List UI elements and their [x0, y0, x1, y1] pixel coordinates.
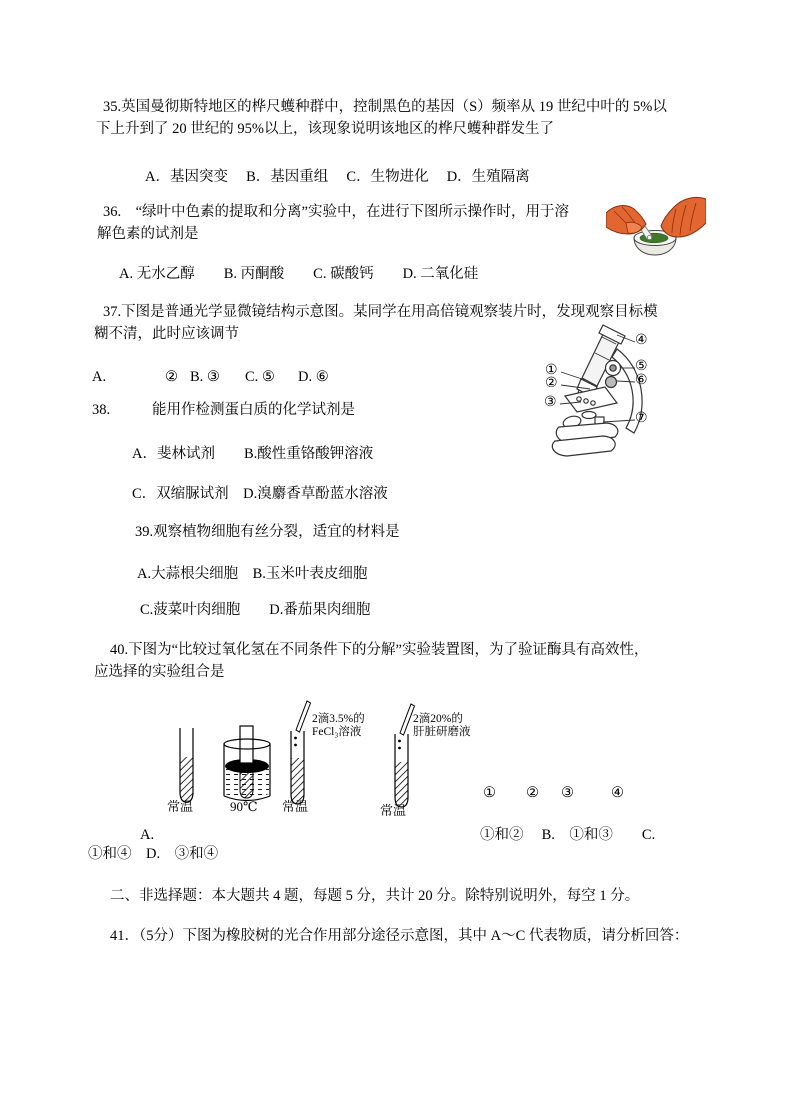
- microscope-stage: [565, 387, 617, 412]
- tube3-temp-label: 常温: [282, 799, 309, 814]
- question-35-line1: 35.英国曼彻斯特地区的桦尺蠖种群中，控制黑色的基因（S）频率从 19 世纪中叶的 5%以: [103, 99, 667, 115]
- question-37-option-a-value: ②: [165, 369, 178, 385]
- tube3-note-line1: 2滴3.5%的: [312, 713, 365, 725]
- question-40-line2: 应选择的实验组合是: [94, 664, 225, 680]
- test-tube-4-liver: [395, 704, 415, 807]
- question-38-options-ab: A．斐林试剂 B.酸性重铬酸钾溶液: [132, 446, 374, 462]
- question-39-options-ab: A.大蒜根尖细胞 B.玉米叶表皮细胞: [137, 566, 368, 582]
- question-40: [94, 639, 649, 683]
- microscope-body: [552, 325, 642, 456]
- microscope-fine-knob: [606, 377, 617, 388]
- experiment-tubes-illustration: [145, 692, 485, 822]
- question-40-options-line1: ①和② B. ①和③ C.: [480, 827, 656, 843]
- question-35-options: A．基因突变 B．基因重组 C．生物进化 D．生殖隔离: [145, 169, 530, 185]
- left-hand: [606, 206, 646, 234]
- question-40-line1: 40.下图为“比较过氧化氢在不同条件下的分解”实验装置图，为了验证酶具有高效性，: [110, 642, 649, 658]
- setup-number-3: ③: [561, 785, 574, 801]
- beaker-temp-label: 90℃: [230, 799, 258, 814]
- microscope-diaphragm: [582, 412, 596, 419]
- microscope-illustration: [545, 323, 695, 463]
- question-37-option-b: B. ③: [190, 369, 220, 385]
- question-36-options: A. 无水乙醇 B. 丙酮酸 C. 碳酸钙 D. 二氧化硅: [119, 266, 479, 282]
- setup-number-2: ②: [526, 785, 539, 801]
- question-36-line2: 解色素的试剂是: [97, 226, 199, 242]
- question-37-option-c: C. ⑤: [245, 369, 275, 385]
- microscope-label-7: ⑦: [635, 411, 648, 426]
- question-37-line1: 37.下图是普通光学显微镜结构示意图。某同学在用高倍镜观察装片时，发现观察目标模: [103, 304, 658, 320]
- tube3-note-line2: FeCl₃溶液: [312, 726, 362, 738]
- microscope-label-4: ④: [635, 333, 648, 348]
- beaker-90c: [224, 726, 270, 801]
- question-36-line1: 36. “绿叶中色素的提取和分离”实验中，在进行下图所示操作时，用于溶: [103, 204, 569, 220]
- tube4-note-line2: 肝脏研磨液: [413, 726, 471, 738]
- right-hand: [661, 197, 706, 237]
- setup-number-1: ①: [483, 785, 496, 801]
- microscope-label-2: ②: [545, 376, 558, 391]
- question-35: [96, 96, 667, 140]
- microscope-label-6: ⑥: [635, 373, 648, 388]
- microscope-label-1: ①: [545, 363, 558, 378]
- mortar-grinding-svg: [606, 193, 706, 259]
- dropper-icon: [296, 701, 311, 732]
- question-40-option-a-label: A.: [140, 827, 155, 843]
- question-37-option-d: D. ⑥: [298, 369, 329, 385]
- section-2-header: 二、非选择题：本大题共 4 题，每题 5 分，共计 20 分。除特别说明外，每空 1 分。: [110, 888, 640, 904]
- tube1-temp-label: 常温: [167, 799, 194, 814]
- question-38-stem: 能用作检测蛋白质的化学试剂是: [152, 402, 355, 418]
- microscope-label-5: ⑤: [635, 359, 648, 374]
- question-37-option-a-label: A.: [92, 369, 107, 385]
- question-38-options-cd: C．双缩脲试剂 D.溴麝香草酚蓝水溶液: [132, 486, 388, 502]
- question-36: [97, 201, 569, 245]
- question-35-line2: 下上升到了 20 世纪的 95%以上，该现象说明该地区的桦尺蠖种群发生了: [96, 121, 554, 137]
- test-tube-1: [180, 728, 193, 802]
- mortar-grinding-illustration: [606, 193, 706, 259]
- microscope-svg: [545, 323, 695, 463]
- question-41-stem: 41．（5分）下图为橡胶树的光合作用部分途径示意图，其中 A～C 代表物质，请分析回答：: [110, 928, 689, 944]
- question-39-stem: 39.观察植物细胞有丝分裂，适宜的材料是: [135, 524, 400, 540]
- question-38-number: 38.: [92, 402, 111, 418]
- setup-number-4: ④: [611, 785, 624, 801]
- question-39-options-cd: C.菠菜叶肉细胞 D.番茄果肉细胞: [140, 602, 371, 618]
- tube4-note-line1: 2滴20%的: [413, 713, 463, 725]
- inner-test-tube: [240, 726, 253, 763]
- microscope-label-3: ③: [544, 395, 557, 410]
- test-tube-3-fecl3: [291, 701, 311, 804]
- experiment-tubes-svg: [145, 692, 485, 822]
- question-37-line2: 糊不清，此时应该调节: [94, 326, 239, 342]
- tube4-temp-label: 常温: [380, 803, 407, 818]
- question-40-options-line2: ①和④ D. ③和④: [88, 846, 219, 862]
